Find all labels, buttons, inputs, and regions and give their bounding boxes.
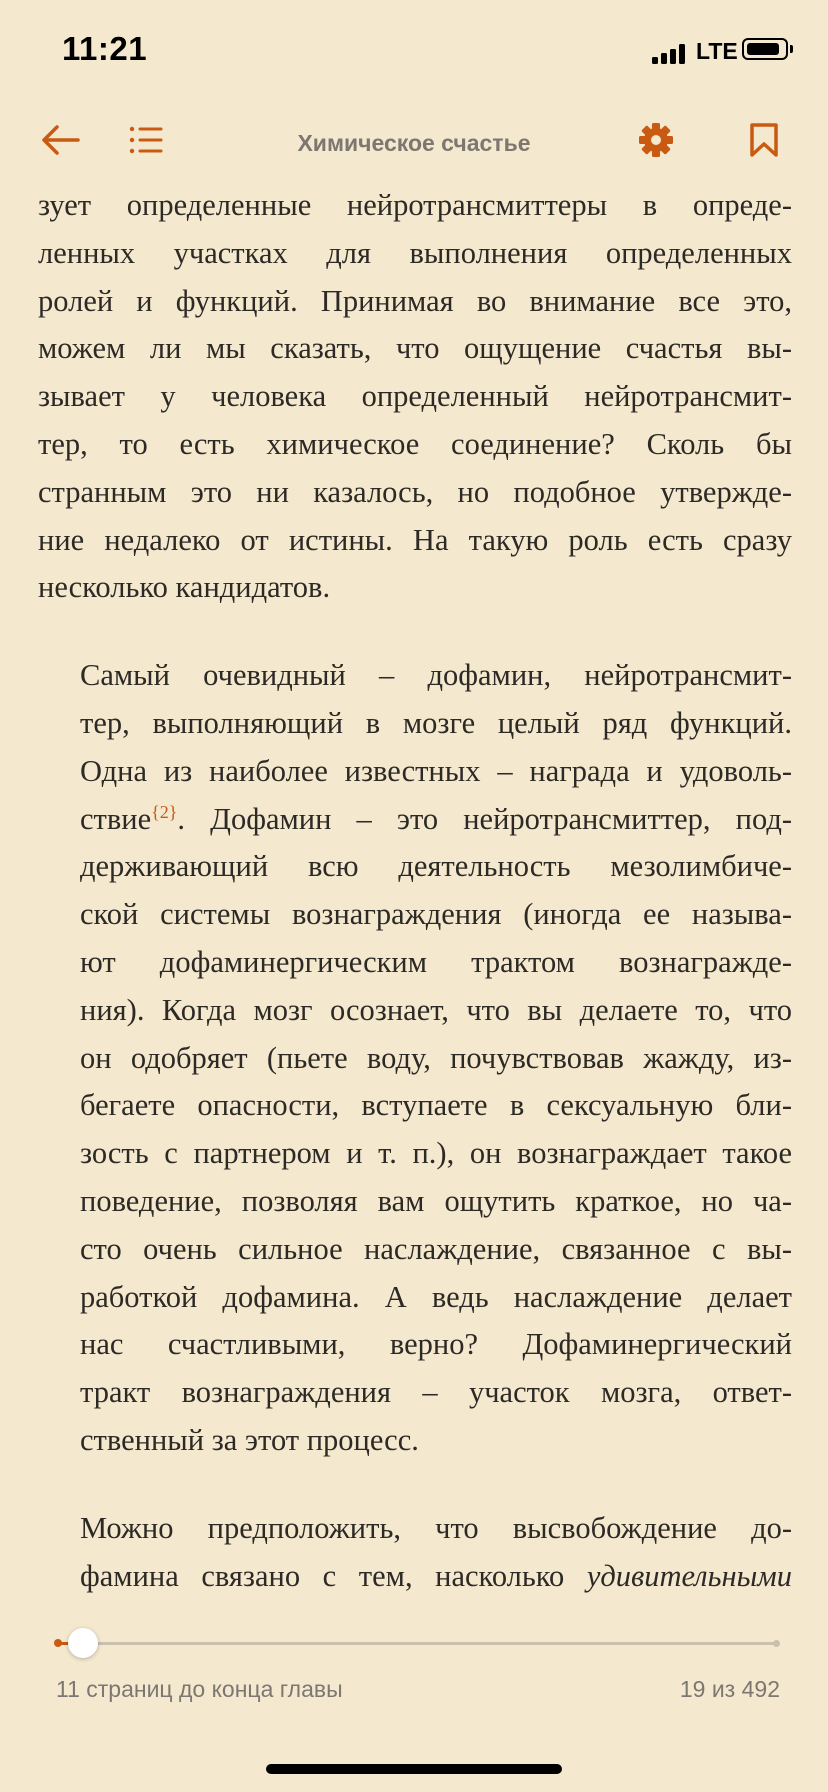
- paragraph: [38, 652, 792, 1465]
- pages-left-label: 11 страниц до конца главы: [56, 1676, 343, 1702]
- text-line: тер, выполняющий в мозге целый ряд функций.: [80, 705, 792, 740]
- bookmark-icon: [747, 122, 781, 158]
- text-line: странным это ни казалось, но подобное утвержде-: [38, 474, 792, 509]
- paragraph: [38, 1505, 792, 1601]
- text-line: Самый очевидный – дофамин, нейротрансмит-: [80, 658, 792, 693]
- text-line: нас счастливыми, верно? Дофаминергический: [80, 1327, 792, 1362]
- battery-level: [747, 43, 779, 55]
- text-line: ние недалеко от истины. На такую роль есть сразу: [38, 522, 792, 557]
- status-bar: [0, 0, 828, 100]
- text-line: ственный за этот процесс.: [80, 1422, 419, 1457]
- text-line: Одна из наиболее известных – награда и удоволь-: [80, 753, 792, 788]
- settings-button[interactable]: [630, 114, 682, 166]
- progress-end-dot: [773, 1640, 780, 1647]
- text-line: [38, 1553, 792, 1601]
- text-fragment: фамина связано с тем, насколько: [80, 1558, 587, 1593]
- text-line: сто очень сильное наслаждение, связанное с вы-: [80, 1231, 792, 1266]
- text-line: ют дофаминергическим трактом вознагражде-: [80, 944, 792, 979]
- italic-text: удивительными: [586, 1558, 792, 1593]
- progress-track[interactable]: [56, 1642, 778, 1645]
- battery-icon: [742, 38, 788, 60]
- book-title: Химическое счастье: [297, 130, 531, 156]
- signal-strength-icon: [652, 44, 692, 64]
- text-line: [38, 796, 792, 844]
- text-line: он одобряет (пьете воду, почувствовав жажду, из-: [80, 1040, 792, 1075]
- page-counter: 19 из 492: [679, 1676, 780, 1702]
- gear-icon: [637, 121, 675, 159]
- text-line: зывает у человека определенный нейротрансмит-: [38, 379, 792, 414]
- text-fragment: . Дофамин – это нейротрансмиттер, под-: [177, 801, 792, 836]
- text-line: можем ли мы сказать, что ощущение счастья вы-: [38, 331, 792, 366]
- paragraph: [38, 182, 792, 612]
- text-line: несколько кандидатов.: [38, 570, 331, 605]
- footnote-link[interactable]: {2}: [151, 801, 178, 822]
- progress-start-dot: [54, 1639, 62, 1647]
- network-type: LTE: [696, 38, 738, 64]
- battery-cap: [790, 45, 793, 53]
- text-line: ской системы вознаграждения (иногда ее называ-: [80, 897, 792, 932]
- text-line: ленных участках для выполнения определенных: [38, 235, 792, 270]
- text-line: поведение, позволяя вам ощутить краткое, но ча-: [80, 1183, 792, 1218]
- text-line: работкой дофамина. А ведь наслаждение делает: [80, 1279, 792, 1314]
- book-text: [38, 182, 792, 1600]
- text-line: тракт вознаграждения – участок мозга, ответ-: [80, 1375, 792, 1410]
- text-line: Можно предположить, что высвобождение до-: [80, 1510, 792, 1545]
- reader-toolbar: [0, 110, 828, 170]
- status-time: 11:21: [62, 30, 148, 67]
- bookmark-button[interactable]: [738, 114, 790, 166]
- text-line: держивающий всю деятельность мезолимбиче-: [80, 849, 792, 884]
- home-indicator[interactable]: [266, 1764, 562, 1774]
- text-line: бегаете опасности, вступаете в сексуальную бли-: [80, 1088, 792, 1123]
- text-line: ролей и функций. Принимая во внимание все это,: [38, 283, 792, 318]
- text-line: ния). Когда мозг осознает, что вы делаете то, что: [80, 992, 792, 1027]
- text-line: зость с партнером и т. п.), он вознаграждает такое: [80, 1136, 792, 1171]
- progress-slider-thumb[interactable]: [68, 1628, 98, 1658]
- text-line: зует определенные нейротрансмиттеры в опреде-: [38, 188, 792, 222]
- text-line: тер, то есть химическое соединение? Сколь бы: [38, 426, 792, 461]
- text-fragment: ствие: [80, 801, 152, 836]
